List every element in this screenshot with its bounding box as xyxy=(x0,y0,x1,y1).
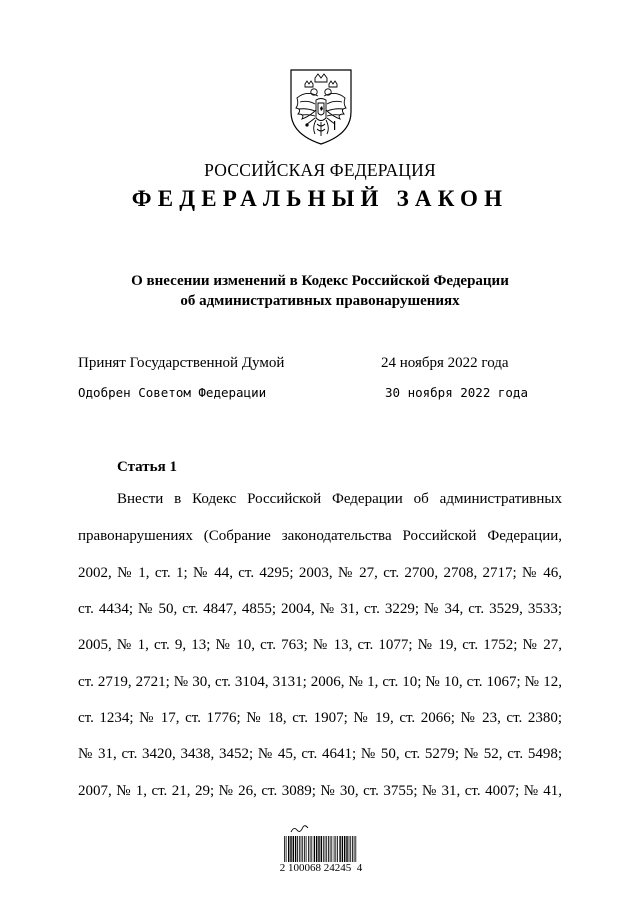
approved-label: Одобрен Советом Федерации xyxy=(78,385,267,400)
law-title-line: об административных правонарушениях xyxy=(180,293,460,309)
barcode-digits: 2 100068 24245 4 xyxy=(270,862,372,874)
law-title-line: О внесении изменений в Кодекс Российской Федерации xyxy=(131,273,509,289)
article-text-line: ст. 2719, 2721; № 30, ст. 3104, 3131; 2006, № 1, ст. 10; № 10, ст. 1067; № 12, xyxy=(78,674,562,690)
article-text-line: 2005, № 1, ст. 9, 13; № 10, ст. 763; № 13, ст. 1077; № 19, ст. 1752; № 27, xyxy=(78,637,562,653)
approved-date: 30 ноября 2022 года xyxy=(385,385,528,400)
adopted-date: 24 ноября 2022 года xyxy=(381,355,509,371)
article-text-line: 2007, № 1, ст. 21, 29; № 26, ст. 3089; № 30, ст. 3755; № 31, ст. 4007; № 41, xyxy=(78,783,562,799)
state-emblem-icon xyxy=(288,68,354,146)
article-text-line: ст. 4434; № 50, ст. 4847, 4855; 2004, № 31, ст. 3229; № 34, ст. 3529, 3533; xyxy=(78,601,562,617)
article-text-line: ст. 1234; № 17, ст. 1776; № 18, ст. 1907; № 19, ст. 2066; № 23, ст. 2380; xyxy=(78,710,562,726)
article-text-line: 2002, № 1, ст. 1; № 44, ст. 4295; 2003, № 27, ст. 2700, 2708, 2717; № 46, xyxy=(78,565,562,581)
country-name: РОССИЙСКАЯ ФЕДЕРАЦИЯ xyxy=(204,160,436,180)
article-text-line: правонарушениях (Собрание законодательства Российской Федерации, xyxy=(78,528,562,544)
article-text-line: Внести в Кодекс Российской Федерации об административных xyxy=(117,491,562,507)
adopted-label: Принят Государственной Думой xyxy=(78,355,285,371)
law-type-heading: ФЕДЕРАЛЬНЫЙ ЗАКОН xyxy=(131,186,509,211)
law-title xyxy=(0,271,640,311)
article-text-line: № 31, ст. 3420, 3438, 3452; № 45, ст. 4641; № 50, ст. 5279; № 52, ст. 5498; xyxy=(78,746,562,762)
initials-mark xyxy=(291,826,308,832)
article-heading: Статья 1 xyxy=(117,459,177,475)
